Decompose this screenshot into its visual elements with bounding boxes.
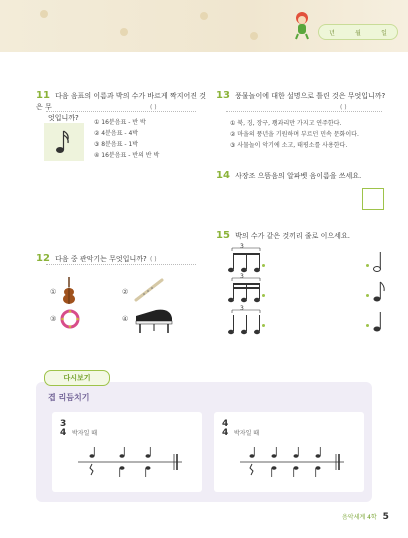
question-prompt: 다음 음표의 이름과 박의 수가 바르게 짝지어진 것은 무	[36, 92, 206, 111]
tuplet-number: 3	[240, 273, 244, 280]
question-prompt: 다음 중 관악기는 무엇입니까?	[55, 255, 147, 263]
quarter-triplet-icon	[226, 306, 270, 338]
sixteenth-triplet-icon	[226, 274, 270, 306]
decor-dot	[40, 10, 48, 18]
choice-2[interactable]: ② 마을의 풍년을 기원하며 부르던 민속 문화이다.	[230, 131, 359, 138]
footer-brand: 음악세계	[342, 514, 366, 521]
question-14	[216, 170, 361, 182]
question-number: 14	[216, 170, 230, 181]
match-dot[interactable]	[366, 324, 369, 327]
time-top: 3	[60, 419, 67, 429]
meter-label: 박자일 때	[72, 430, 98, 437]
sixteenth-note-icon	[44, 123, 84, 161]
eighth-note-icon	[372, 280, 386, 304]
recorder-icon[interactable]	[134, 278, 164, 302]
day-label: 일	[381, 29, 387, 37]
decor-dot	[250, 32, 258, 40]
match-dot[interactable]	[262, 294, 265, 297]
meter-label: 박자일 때	[234, 430, 260, 437]
match-dot[interactable]	[262, 324, 265, 327]
time-signature-right	[222, 420, 228, 438]
page-number: 5	[382, 512, 389, 522]
answer-paren[interactable]: ( )	[340, 104, 347, 111]
decor-dot	[200, 12, 208, 20]
option-2-label[interactable]: ②	[122, 288, 129, 296]
answer-line	[46, 111, 196, 112]
question-number: 15	[216, 230, 230, 241]
answer-line	[46, 264, 196, 265]
month-label: 월	[355, 29, 361, 37]
quarter-note-icon	[372, 310, 384, 334]
review-title: 겹 리듬치기	[48, 393, 90, 402]
beat-note-1	[90, 447, 95, 475]
question-number: 11	[36, 90, 50, 101]
choice-2[interactable]: ② 4분음표 - 4박	[94, 130, 139, 137]
question-number: 13	[216, 90, 230, 101]
q11-choices	[94, 117, 159, 161]
tuplet-number: 3	[240, 243, 244, 250]
violin-icon[interactable]	[60, 277, 78, 305]
question-prompt: 박의 수가 같은 것끼리 줄로 이으세요.	[235, 232, 350, 240]
review-tag: 다시보기	[44, 370, 110, 386]
answer-paren[interactable]: ( )	[150, 104, 157, 111]
rhythm-staff-left	[78, 446, 182, 480]
decor-dot	[120, 28, 128, 36]
tuplet-number: 3	[240, 305, 244, 312]
choice-1[interactable]: ① 북, 징, 장구, 꽹과리만 가지고 연주한다.	[230, 120, 342, 127]
q13-choices	[230, 118, 359, 151]
match-dot[interactable]	[262, 264, 265, 267]
year-label: 년	[329, 29, 335, 37]
page-footer	[342, 512, 389, 522]
eighth-triplet-icon	[226, 244, 270, 276]
answer-paren[interactable]: ( )	[150, 256, 157, 263]
time-top: 4	[222, 419, 229, 429]
match-dot[interactable]	[366, 264, 369, 267]
question-prompt: 풍물놀이에 대한 설명으로 틀린 것은 무엇입니까?	[235, 92, 386, 100]
option-1-label[interactable]: ①	[50, 288, 57, 296]
question-prompt: 사장조 으뜸음의 알파벳 음이름을 쓰세요.	[235, 172, 362, 180]
question-number: 12	[36, 253, 50, 264]
grand-piano-icon[interactable]	[134, 304, 174, 334]
beat-note-1	[250, 447, 255, 475]
question-13	[216, 90, 385, 102]
mascot-icon	[291, 10, 313, 40]
half-note-icon	[372, 250, 384, 274]
question-15	[216, 230, 350, 242]
option-3-label[interactable]: ③	[50, 315, 57, 323]
choice-4[interactable]: ④ 16분음표 - 반의 반 박	[94, 152, 160, 159]
question-prompt-cont: 엇입니까?	[48, 114, 79, 122]
time-bottom: 4	[222, 428, 229, 438]
choice-3[interactable]: ③ 사물놀이 악기에 소고, 태평소를 사용한다.	[230, 142, 348, 149]
answer-box[interactable]	[362, 188, 384, 210]
time-bottom: 4	[60, 428, 67, 438]
answer-line	[226, 111, 382, 112]
choice-1[interactable]: ① 16분음표 - 반 박	[94, 119, 146, 126]
tambourine-icon[interactable]	[60, 309, 80, 329]
match-dot[interactable]	[366, 294, 369, 297]
rhythm-staff-right	[240, 446, 344, 480]
option-4-label[interactable]: ④	[122, 315, 129, 323]
footer-grade: 4학	[367, 514, 377, 521]
date-box[interactable]	[318, 24, 398, 40]
choice-3[interactable]: ③ 8분음표 - 1박	[94, 141, 139, 148]
time-signature-left	[60, 420, 66, 438]
